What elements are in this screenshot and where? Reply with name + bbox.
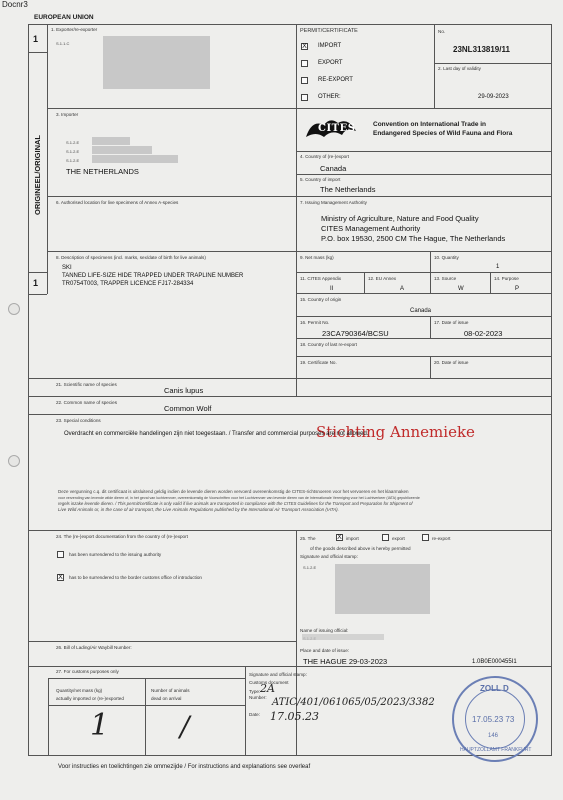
importer-redacted-2	[92, 146, 152, 154]
signature-code: S.1.2.E	[303, 565, 317, 570]
specimen-line-3: TR0754T003, TRAPPER LICENCE FJ17-284334	[62, 281, 194, 287]
country-of-import: The Netherlands	[320, 185, 376, 194]
box7-label: 7. Issuing Management Authority	[300, 200, 367, 205]
box1-label: 1. Exporter/re-exporter	[51, 27, 98, 32]
permit-title: PERMIT/CERTIFICATE	[300, 28, 358, 34]
validity-label: 2. Last day of validity	[438, 66, 481, 71]
common-name-value: Common Wolf	[164, 404, 212, 413]
dead-header-2: dead on arrival	[151, 696, 182, 701]
transport-note-line-4: Live Wild Animals or, in the case of air transport, the Live Animals Regulations published by the International Air Transport Association (IATA).	[58, 507, 339, 512]
specimen-line-2: TANNED LIFE-SIZE HIDE TRAPPED UNDER TRAPLINE NUMBER	[62, 273, 244, 279]
exporter-redacted	[103, 36, 210, 89]
place-date-value: THE HAGUE 29-03-2023	[303, 657, 388, 666]
box25-export-checkbox[interactable]	[382, 534, 389, 541]
name-label: Name of issuing official:	[300, 628, 349, 633]
surrender-border-checkbox[interactable]: X	[58, 574, 63, 581]
actual-quantity: 1	[90, 708, 110, 743]
box1-code: S.1.1.C	[56, 41, 70, 46]
stamp-bottom-text: HAUPTZOLLAMT FRANKFURT	[460, 747, 532, 753]
surrender-border-label: has to be surrendered to the border customs office of introduction	[69, 575, 202, 580]
customs-date-label: Date:	[249, 712, 260, 717]
box8-label: 8. Description of specimens (incl. marks, sex/date of birth for live animals)	[56, 255, 206, 260]
importer-code-1: S.1.2.E	[66, 140, 80, 145]
eu-annex-value: A	[400, 286, 405, 292]
importer-redacted-3	[92, 155, 178, 163]
footer-instructions: Voor instructies en toelichtingen zie ommezijde / For instructions and explanations see overleaf	[58, 764, 311, 770]
special-conditions-text: Overdracht en commerciële handelingen zijn niet toegestaan. / Transfer and commercial purposes are not allowed.	[64, 431, 369, 437]
stamp-number: 146	[488, 733, 499, 739]
box25-import-checkbox[interactable]: X	[337, 534, 342, 541]
box4-label: 4. Country of (re-)export	[300, 154, 350, 159]
customs-date-value: 17.05.23	[270, 710, 319, 723]
authority-line-1: Ministry of Agriculture, Nature and Food Quality	[321, 214, 479, 223]
cites-appendix-value: II	[330, 286, 334, 292]
permit-number: 23NL313819/11	[453, 45, 510, 54]
date-of-issue-value: 08-02-2023	[464, 329, 503, 338]
customs-document-label: Customs document	[249, 680, 289, 685]
box23-label: 23. Special conditions	[56, 418, 101, 423]
authority-line-2: CITES Management Authority	[321, 224, 421, 233]
permit-no-label: No.	[438, 29, 446, 34]
signature-redacted	[335, 564, 430, 614]
permit-no-value: 23CA790364/BCSU	[322, 329, 389, 338]
copy-number-top: 1	[33, 34, 39, 44]
union-label: EUROPEAN UNION	[34, 14, 94, 21]
cites-logo	[302, 113, 360, 143]
box12-label: 12. EU Annex	[368, 276, 397, 281]
reexport-option-label: RE-EXPORT	[318, 77, 353, 83]
cites-line-2: Endangered Species of Wild Fauna and Flora	[373, 130, 513, 137]
transport-note-line-2: voor verzending van levende wilde dieren of, in het geval van luchtvervoer, overeenkomstig de Voorschriften voor het Luchtvervoer van levende dieren van de Internationale Vereniging voor het Luchtverkeer (IATA) gepubliceerde	[58, 496, 420, 500]
box17-label: 17. Date of issue	[434, 320, 469, 325]
other-option-label: OTHER:	[318, 94, 341, 100]
reference-code: 1.0B0E000455I1	[472, 659, 517, 665]
customs-number-value: ATIC/401/061065/05/2023/3382	[272, 697, 435, 708]
box5-label: 5. Country of import	[300, 177, 341, 182]
box13-label: 13. Source	[434, 276, 457, 281]
box24-label: 24. The (re-)export documentation from the country of (re-)export	[56, 534, 188, 539]
export-option-label: EXPORT	[318, 60, 343, 66]
country-of-origin-value: Canada	[410, 308, 432, 314]
place-date-label: Place and date of issue:	[300, 648, 350, 653]
box22-label: 22. Common name of species	[56, 400, 118, 405]
purpose-value: P	[515, 286, 520, 292]
official-name-redacted	[302, 634, 384, 640]
surrendered-authority-label: has been surrendered to the issuing authority	[69, 552, 162, 557]
reexport-checkbox[interactable]	[301, 77, 308, 84]
transport-note-line-1: Deze vergunning c.q. dit certificaat is uitsluitend geldig indien de levende dieren worden vervoerd overeenkomstig de CITES-richtsnoeren voor het vervoeren en het klaarmaken	[58, 489, 409, 494]
last-day-of-validity: 29-09-2023	[478, 94, 509, 100]
box25-label: 25. The	[300, 536, 316, 541]
stamp-top-text: ZOLL D	[480, 684, 509, 693]
box16-label: 16. Permit No.	[300, 320, 330, 325]
quantity-value: 1	[496, 264, 500, 270]
import-option-label: IMPORT	[318, 43, 342, 49]
dead-header-1: Number of animals	[151, 688, 190, 693]
importer-country: THE NETHERLANDS	[66, 167, 139, 176]
customs-type-label: Type:	[249, 689, 261, 694]
doc-id: Docnr3	[2, 0, 28, 9]
importer-code-3: S.1.2.E	[66, 158, 80, 163]
box20-label: 20. Date of issue	[434, 360, 469, 365]
watermark-text: Stichting Annemieke	[316, 423, 475, 441]
source-value: W	[458, 286, 464, 292]
permitted-text: of the goods described above is hereby permitted	[310, 546, 411, 551]
copy-number-bottom: 1	[33, 278, 39, 288]
other-checkbox[interactable]	[301, 94, 308, 101]
authority-line-3: P.O. box 19530, 2500 CM The Hague, The Netherlands	[321, 234, 506, 243]
box25-import-label: import	[346, 536, 359, 541]
box15-label: 15. Country of origin	[300, 297, 342, 302]
country-of-export: Canada	[320, 164, 347, 173]
copy-type-label: ORIGINEEL/ORIGINAL	[33, 134, 42, 215]
box21-label: 21. Scientific name of species	[56, 382, 117, 387]
importer-redacted-1	[92, 137, 130, 145]
cites-logo-text: CITES	[318, 123, 356, 134]
customs-type-value: 2A	[260, 682, 275, 695]
importer-code-2: S.1.2.E	[66, 149, 80, 154]
qty-header-2: actually imported or (re-)exported	[56, 696, 124, 701]
qty-header-1: Quantity/net mass (kg)	[56, 688, 103, 693]
customs-number-label: Number:	[249, 695, 267, 700]
cites-line-1: Convention on International Trade in	[373, 121, 487, 128]
surrendered-authority-checkbox[interactable]	[57, 551, 64, 558]
box14-label: 14. Purpose	[494, 276, 519, 281]
customs-stamp	[452, 676, 538, 762]
box27-label: 27. For customs purposes only	[56, 669, 119, 674]
punch-hole-top	[8, 303, 20, 315]
stamp-date: 17.05.23 73	[472, 715, 515, 724]
box25-reexport-checkbox[interactable]	[422, 534, 429, 541]
export-checkbox[interactable]	[301, 60, 308, 67]
box6-label: 6. Authorised location for live specimens of Annex A-species	[56, 200, 179, 205]
box11-label: 11. CITES Appendix	[300, 276, 342, 281]
box25-reexport-label: re-export	[432, 536, 451, 541]
import-checkbox[interactable]: X	[302, 43, 307, 50]
transport-note-line-3: regels inzake levende dieren. / This permit/certificate is only valid if live animals are transported in compliance with the CITES Guidelines for the Transport and Preparation for Shipment of	[58, 501, 413, 506]
box25-export-label: export	[392, 536, 405, 541]
box3-label: 3. Importer	[56, 112, 79, 117]
box18-label: 18. Country of last re-export	[300, 342, 357, 347]
punch-hole-bottom	[8, 455, 20, 467]
box26-label: 26. Bill of Lading/Air Waybill Number:	[56, 645, 132, 650]
dead-on-arrival: /	[180, 710, 190, 743]
customs-signature-label: Signature and official stamp:	[249, 672, 307, 677]
box10-label: 10. Quantity	[434, 255, 459, 260]
scientific-name-value: Canis lupus	[164, 386, 204, 395]
box25-signature-label: Signature and official stamp:	[300, 554, 358, 559]
specimen-line-1: SKI	[62, 265, 72, 271]
box19-label: 19. Certificate No.	[300, 360, 337, 365]
box9-label: 9. Net mass (kg)	[300, 255, 334, 260]
